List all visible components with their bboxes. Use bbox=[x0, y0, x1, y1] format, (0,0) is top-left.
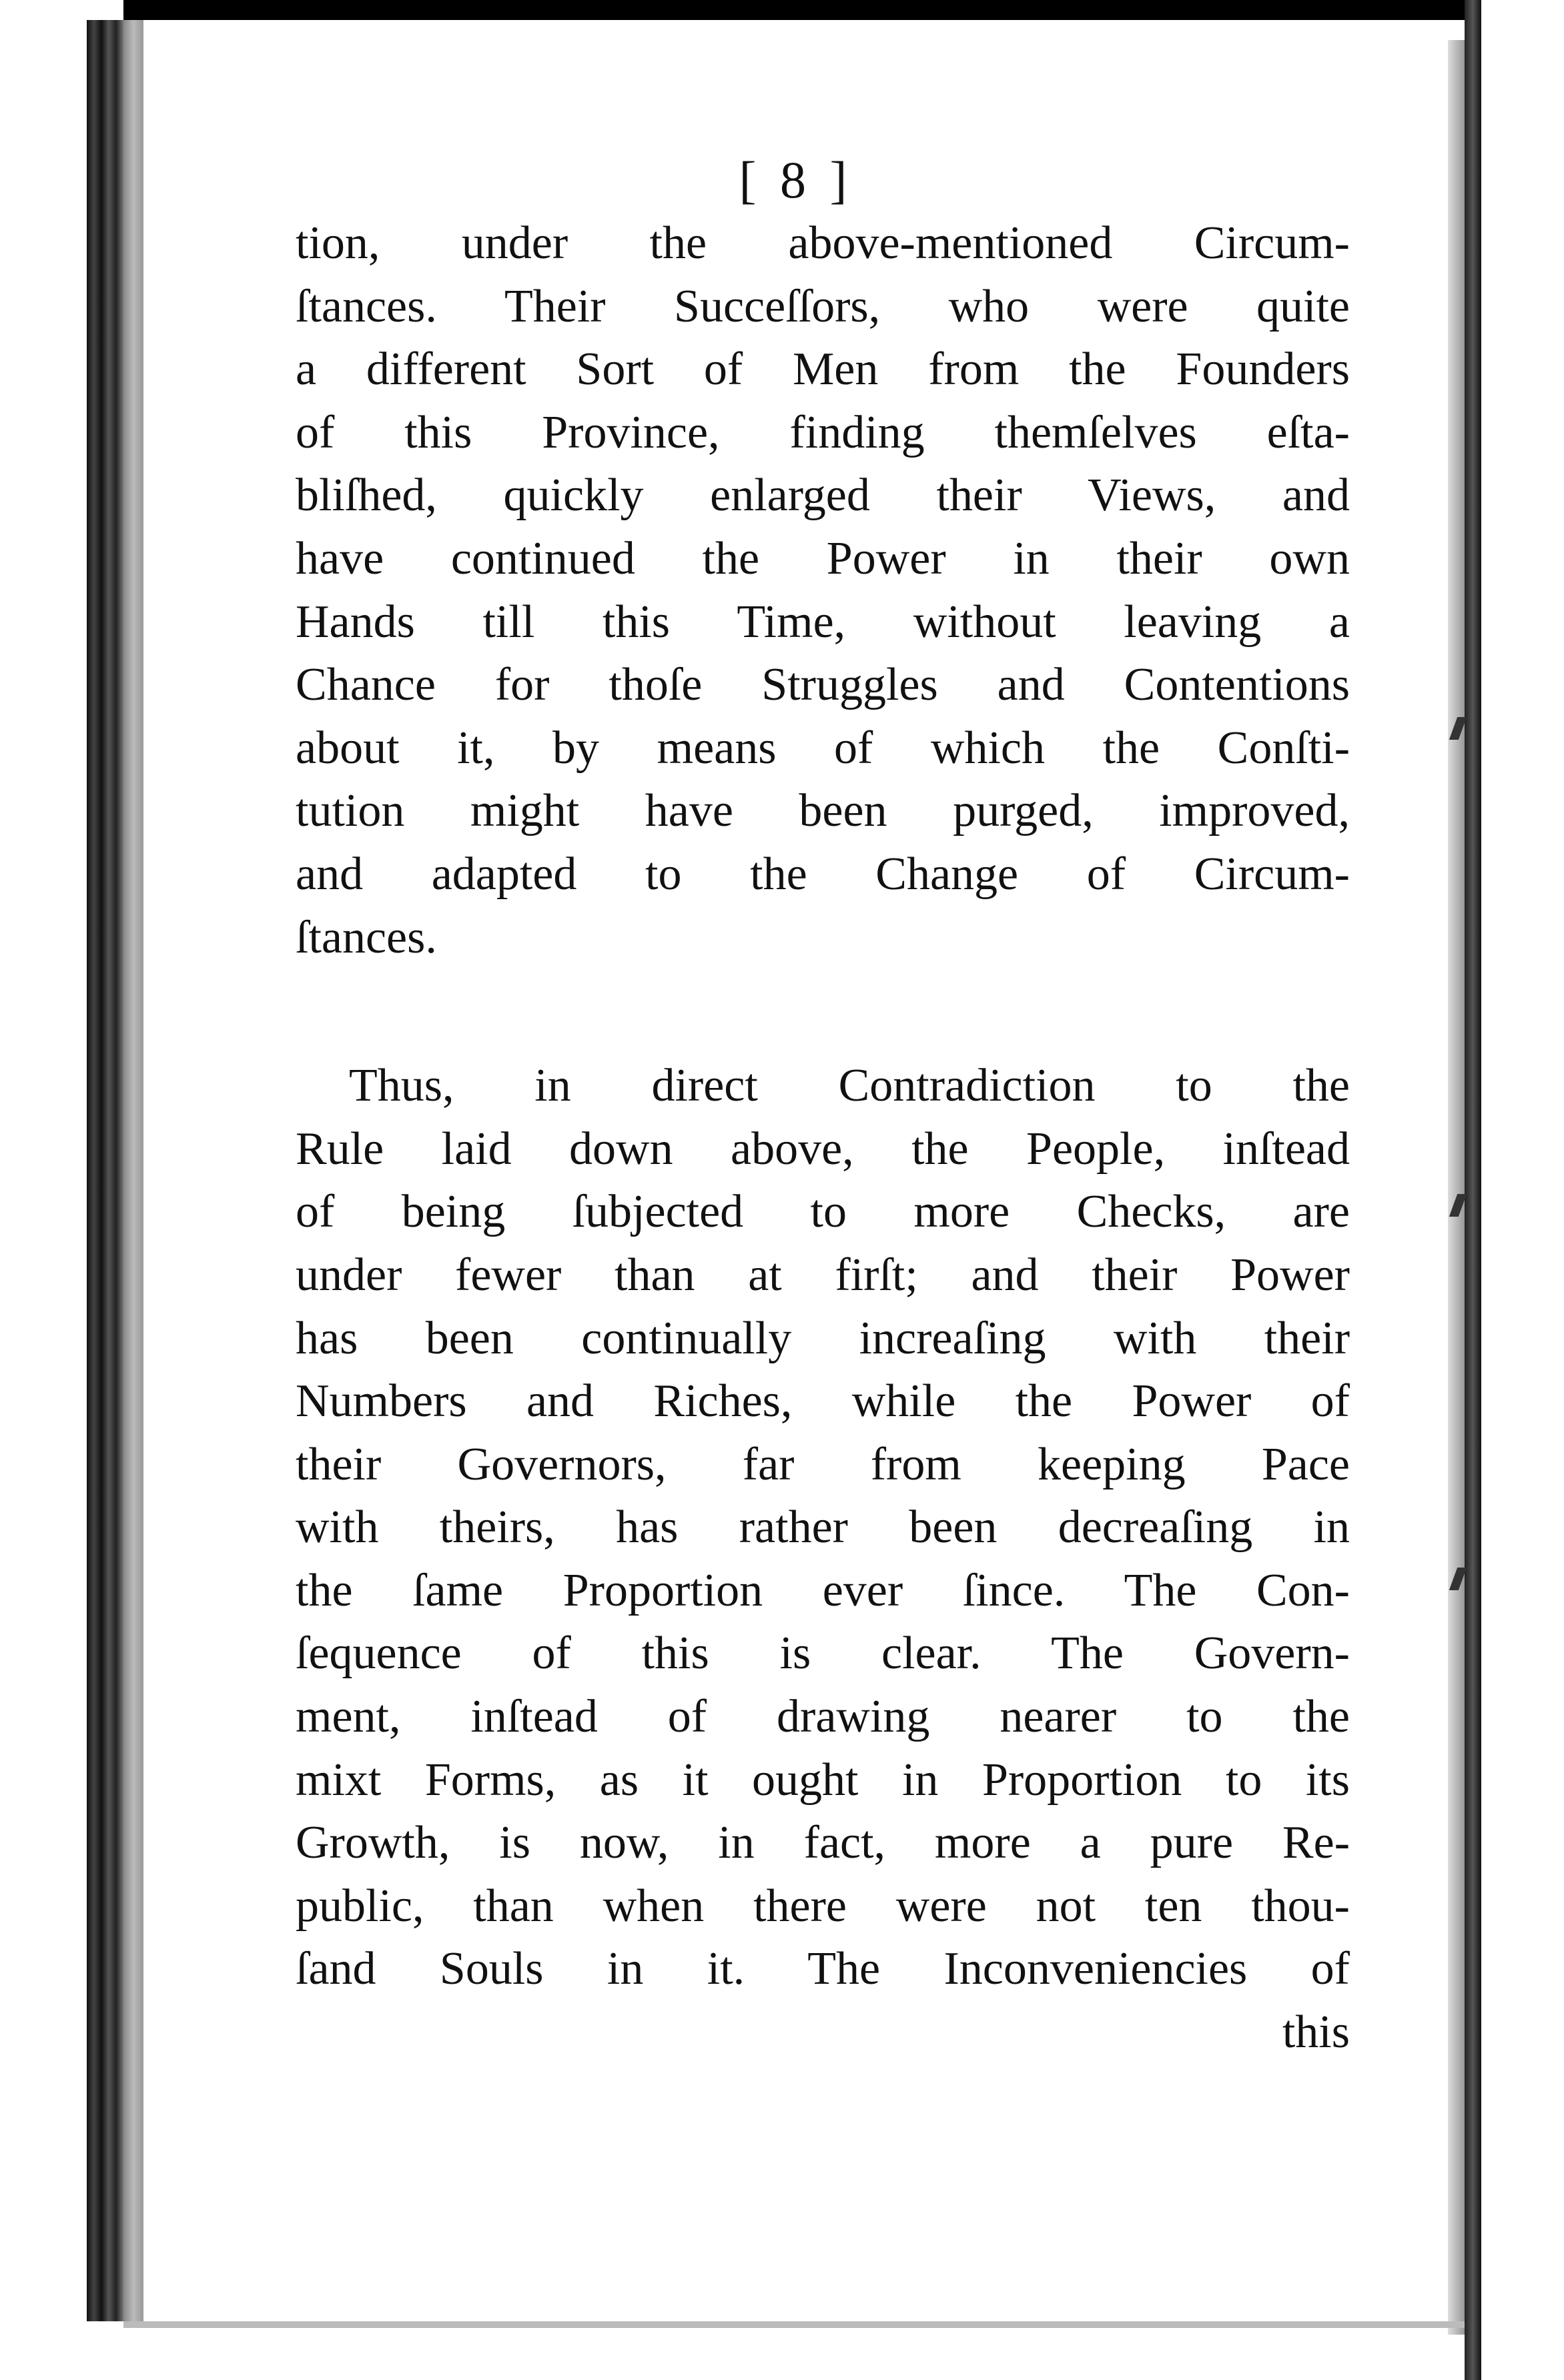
catchword: this bbox=[1282, 2006, 1350, 2058]
text-line: ſand Souls in it. The Inconveniencies of bbox=[296, 1943, 1350, 1995]
text-line: have continued the Power in their own bbox=[296, 532, 1350, 584]
text-line: ſtances. bbox=[296, 911, 437, 963]
book-spine-shadow bbox=[87, 20, 123, 2321]
text-line: mixt Forms, as it ought in Proportion to its bbox=[296, 1754, 1350, 1806]
text-line: under fewer than at firſt; and their Power bbox=[296, 1249, 1350, 1301]
top-page-edge bbox=[123, 0, 1478, 20]
text-line: the ſame Proportion ever ſince. The Con- bbox=[296, 1564, 1350, 1616]
text-line: of being ſubjected to more Checks, are bbox=[296, 1186, 1350, 1238]
text-line: ment, inſtead of drawing nearer to the bbox=[296, 1691, 1350, 1743]
text-line: of this Province, finding themſelves eſta- bbox=[296, 406, 1350, 458]
text-line: Numbers and Riches, while the Power of bbox=[296, 1375, 1350, 1427]
text-line: with theirs, has rather been decreaſing in bbox=[296, 1502, 1350, 1554]
text-line: a different Sort of Men from the Founders bbox=[296, 344, 1350, 396]
text-line: their Governors, far from keeping Pace bbox=[296, 1438, 1350, 1490]
text-line: ſequence of this is clear. The Govern- bbox=[296, 1628, 1350, 1680]
page-number: [ 8 ] bbox=[739, 151, 853, 209]
right-page-edge-shadow bbox=[1448, 40, 1465, 2335]
paragraph-2 bbox=[296, 1055, 1350, 2001]
text-line: tution might have been purged, improved, bbox=[296, 785, 1350, 837]
book-spine-edge bbox=[123, 20, 143, 2328]
text-line: Growth, is now, in fact, more a pure Re- bbox=[296, 1817, 1350, 1869]
text-line: Chance for thoſe Struggles and Contentions bbox=[296, 659, 1350, 711]
text-line: ſtances. Their Succeſſors, who were quite bbox=[296, 280, 1350, 332]
bottom-page-edge bbox=[123, 2321, 1465, 2328]
text-line: Hands till this Time, without leaving a bbox=[296, 596, 1350, 648]
text-line: Rule laid down above, the People, inſtead bbox=[296, 1123, 1350, 1175]
right-page-edge bbox=[1465, 0, 1481, 2380]
paragraph-spacer bbox=[296, 969, 1350, 1055]
text-line: and adapted to the Change of Circum- bbox=[296, 848, 1350, 900]
body-text bbox=[296, 212, 1350, 2064]
text-line: public, than when there were not ten thou- bbox=[296, 1880, 1350, 1932]
text-line: bliſhed, quickly enlarged their Views, and bbox=[296, 470, 1350, 522]
text-line: Thus, in direct Contradiction to the bbox=[349, 1060, 1350, 1112]
text-line: has been continually increaſing with their bbox=[296, 1312, 1350, 1364]
paragraph-1 bbox=[296, 212, 1350, 969]
text-line: tion, under the above-mentioned Circum- bbox=[296, 217, 1350, 269]
text-line: about it, by means of which the Conſti- bbox=[296, 722, 1350, 774]
